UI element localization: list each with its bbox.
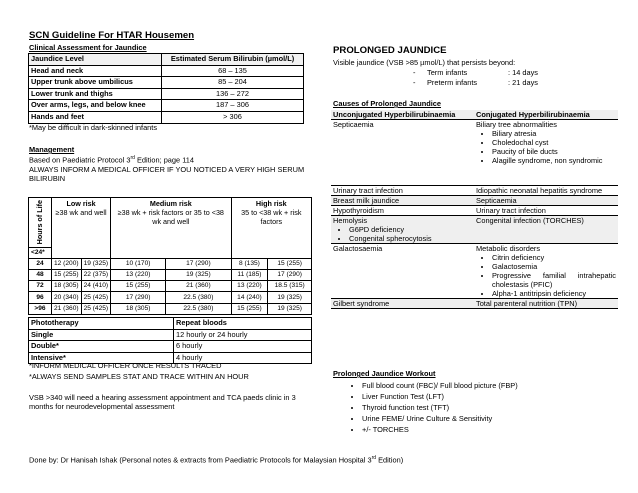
col-header: Jaundice Level — [29, 54, 162, 66]
table-row — [29, 270, 312, 281]
table-row — [29, 341, 312, 353]
table-cell: 18.5 (315) — [268, 281, 312, 292]
photo-note-2: *ALWAYS SEND SAMPLES STAT AND TRACE WITHIN AN HOUR — [29, 372, 249, 381]
page-title: SCN Guideline For HTAR Housemen — [29, 30, 195, 41]
footer-text: Done by: Dr Hanisah Ishak (Personal notes & extracts from Paediatric Protocols for Malaysian Hospital 3 — [29, 455, 372, 465]
hours-header — [29, 198, 52, 248]
term-dash: - — [413, 68, 416, 77]
list-item: • Urine FEME/ Urine Culture & Sensitivity — [362, 413, 518, 424]
hours-label: Hours of Life — [34, 200, 44, 245]
table-header — [29, 318, 312, 330]
table-cell: Galactosaemia — [331, 244, 474, 299]
clinical-note: *May be difficult in dark-skinned infants — [29, 123, 158, 132]
table-row — [331, 216, 618, 244]
col-header: Unconjugated Hyperbilirubinaemia — [331, 110, 474, 120]
table-row — [331, 206, 618, 216]
table-cell: Upper trunk above umbilicus — [29, 77, 162, 89]
high-risk-sub: 35 to <38 wk + risk factors — [241, 207, 302, 226]
table-header — [29, 54, 304, 66]
hours-cell: <24* — [29, 248, 52, 259]
table-row — [29, 100, 304, 112]
table-cell: 8 (135) — [231, 259, 268, 270]
hours-cell: 24 — [29, 259, 52, 270]
preterm-value: : 21 days — [508, 78, 538, 87]
list-item: • Full blood count (FBC)/ Full blood picture (FBP) — [362, 380, 518, 391]
causes-heading: Causes of Prolonged Jaundice — [333, 99, 442, 108]
table-cell: Breast milk jaundice — [331, 196, 474, 206]
cause-title: Metabolic disorders — [476, 244, 541, 254]
low-risk-sub: ≥38 wk and well — [55, 207, 107, 217]
table-cell: Septicaemia — [331, 120, 474, 186]
col-header: Estimated Serum Bilirubin (µmol/L) — [162, 54, 304, 66]
table-cell: 17 (290) — [268, 270, 312, 281]
med-risk-title: Medium risk — [149, 199, 192, 208]
table-row — [29, 292, 312, 303]
col-header: Conjugated Hyperbilirubinaemia — [474, 110, 618, 120]
table-cell: 18 (305) — [111, 303, 166, 314]
table-cell: 6 hourly — [174, 341, 312, 353]
table-cell: 13 (220) — [231, 281, 268, 292]
low-risk-header — [52, 198, 111, 248]
management-text: Based on Paediatric Protocol 3 — [29, 155, 131, 165]
table-cell: 19 (325) — [81, 259, 111, 270]
term-label: Term infants — [427, 68, 468, 77]
table-cell: 22.5 (380) — [166, 292, 231, 303]
clinical-table — [28, 53, 304, 124]
table-cell — [331, 216, 474, 244]
table-cell: 15 (255) — [111, 281, 166, 292]
vsb-note: VSB >340 will need a hearing assessment appointment and TCA paeds clinic in 3 months for neurodevelopmental assessment — [29, 393, 296, 412]
table-cell: 25 (425) — [81, 292, 111, 303]
hours-cell: 48 — [29, 270, 52, 281]
table-cell — [52, 248, 111, 259]
high-risk-title: High risk — [255, 199, 287, 208]
table-cell: 187 – 306 — [162, 100, 304, 112]
table-row — [29, 77, 304, 89]
table-cell: 15 (255) — [231, 303, 268, 314]
table-cell: 4 hourly — [174, 352, 312, 364]
table-row — [29, 329, 312, 341]
table-cell: 15 (255) — [52, 270, 82, 281]
list-item: • Paucity of bile ducts — [492, 147, 616, 156]
list-item: • Thyroid function test (TFT) — [362, 402, 518, 413]
table-cell: 12 hourly or 24 hourly — [174, 329, 312, 341]
cause-title: Hemolysis — [333, 216, 368, 226]
superscript: rd — [371, 455, 377, 461]
col-header: Phototherapy — [29, 318, 174, 330]
table-cell: Intensive* — [29, 352, 174, 364]
table-cell: Over arms, legs, and below knee — [29, 100, 162, 112]
workout-heading: Prolonged Jaundice Workout — [333, 369, 436, 378]
table-cell: 20 (340) — [52, 292, 82, 303]
table-cell: 17 (290) — [166, 259, 231, 270]
table-row — [29, 303, 312, 314]
table-cell: 19 (325) — [166, 270, 231, 281]
table-row — [331, 299, 618, 309]
table-cell: 13 (220) — [111, 270, 166, 281]
table-cell — [231, 248, 311, 259]
risk-table — [28, 197, 312, 315]
table-cell: 12 (200) — [52, 259, 82, 270]
table-cell: 25 (425) — [81, 303, 111, 314]
table-cell: 15 (255) — [268, 259, 312, 270]
list-item: • +/- TORCHES — [362, 424, 518, 435]
table-cell: Double* — [29, 341, 174, 353]
table-row — [331, 196, 618, 206]
table-cell — [111, 248, 231, 259]
list-item: • Progressive familial intrahepatic cholestasis (PFIC) — [492, 271, 616, 289]
low-risk-title: Low risk — [66, 199, 96, 208]
footer — [29, 455, 403, 465]
table-cell: Gilbert syndrome — [331, 299, 474, 309]
table-cell: 19 (325) — [268, 303, 312, 314]
table-cell: 85 – 204 — [162, 77, 304, 89]
preterm-label: Preterm infants — [427, 78, 478, 87]
table-cell: Congenital infection (TORCHES) — [474, 216, 618, 244]
list-item: • Alagille syndrome, non syndromic — [492, 156, 616, 165]
hours-cell: >96 — [29, 303, 52, 314]
col-header: Repeat bloods — [174, 318, 312, 330]
cause-title: Biliary tree abnormalities — [476, 120, 557, 130]
table-cell: 18 (305) — [52, 281, 82, 292]
table-cell: Urinary tract infection — [331, 186, 474, 196]
table-cell: 136 – 272 — [162, 88, 304, 100]
list-item: • Alpha-1 antitripsin deficiency — [492, 289, 616, 298]
table-cell: 22.5 (380) — [166, 303, 231, 314]
table-cell: Hands and feet — [29, 111, 162, 123]
table-row — [29, 259, 312, 270]
clinical-heading: Clinical Assessment for Jaundice — [29, 43, 147, 52]
table-cell: 19 (325) — [268, 292, 312, 303]
phototherapy-table — [28, 317, 312, 364]
table-cell — [474, 244, 618, 299]
prolonged-definition: Visible jaundice (VSB >85 µmol/L) that persists beyond: — [333, 58, 516, 67]
list-item: • Choledochal cyst — [492, 138, 616, 147]
hemolysis-list — [333, 225, 472, 243]
list-item: • G6PD deficiency — [349, 225, 472, 234]
table-header — [331, 110, 618, 120]
preterm-dash: - — [413, 78, 416, 87]
table-cell — [474, 120, 618, 186]
table-cell: 17 (290) — [111, 292, 166, 303]
table-cell: 14 (240) — [231, 292, 268, 303]
table-cell: Hypothyroidism — [331, 206, 474, 216]
table-cell: Septicaemia — [474, 196, 618, 206]
management-text: Edition; page 114 — [134, 155, 194, 165]
table-row — [29, 281, 312, 292]
table-row — [331, 120, 618, 186]
table-row — [29, 248, 312, 259]
prolonged-heading: PROLONGED JAUNDICE — [333, 45, 447, 56]
risk-header-row — [29, 198, 312, 248]
table-row — [331, 186, 618, 196]
superscript: rd — [130, 155, 135, 161]
table-row — [29, 88, 304, 100]
causes-table — [331, 110, 618, 309]
workout-list — [333, 380, 518, 436]
management-heading: Management — [29, 145, 75, 154]
table-row — [29, 111, 304, 123]
hours-cell: 96 — [29, 292, 52, 303]
table-cell: Urinary tract infection — [474, 206, 618, 216]
term-value: : 14 days — [508, 68, 538, 77]
management-warning: ALWAYS INFORM A MEDICAL OFFICER IF YOU NOTICED A VERY HIGH SERUM BILIRUBIN — [29, 165, 305, 184]
med-risk-sub: ≥38 wk + risk factors or 35 to <38 wk and well — [117, 207, 224, 226]
photo-note-1: *INFORM MEDICAL OFFICER ONCE RESULTS TRACED — [29, 361, 222, 370]
table-cell: > 306 — [162, 111, 304, 123]
table-cell: Single — [29, 329, 174, 341]
table-cell: 22 (375) — [81, 270, 111, 281]
table-cell: 11 (185) — [231, 270, 268, 281]
list-item: • Biliary atresia — [492, 129, 616, 138]
table-cell: 21 (360) — [166, 281, 231, 292]
med-risk-header — [111, 198, 231, 248]
table-cell: Head and neck — [29, 65, 162, 77]
hours-cell: 72 — [29, 281, 52, 292]
management-line1 — [29, 155, 194, 165]
table-cell: 24 (410) — [81, 281, 111, 292]
list-item: • Galactosemia — [492, 262, 616, 271]
table-cell: 21 (360) — [52, 303, 82, 314]
biliary-list — [476, 129, 616, 165]
table-cell: Total parenteral nutrition (TPN) — [474, 299, 618, 309]
table-cell: Lower trunk and thighs — [29, 88, 162, 100]
high-risk-header — [231, 198, 311, 248]
table-row — [29, 65, 304, 77]
list-item: • Citrin deficiency — [492, 253, 616, 262]
table-cell: Idiopathic neonatal hepatitis syndrome — [474, 186, 618, 196]
footer-text: Edition) — [376, 455, 404, 465]
list-item: • Liver Function Test (LFT) — [362, 391, 518, 402]
table-cell: 10 (170) — [111, 259, 166, 270]
table-cell: 68 – 135 — [162, 65, 304, 77]
table-row — [331, 244, 618, 299]
list-item: • Congenital spherocytosis — [349, 234, 472, 243]
metabolic-list — [476, 253, 616, 298]
